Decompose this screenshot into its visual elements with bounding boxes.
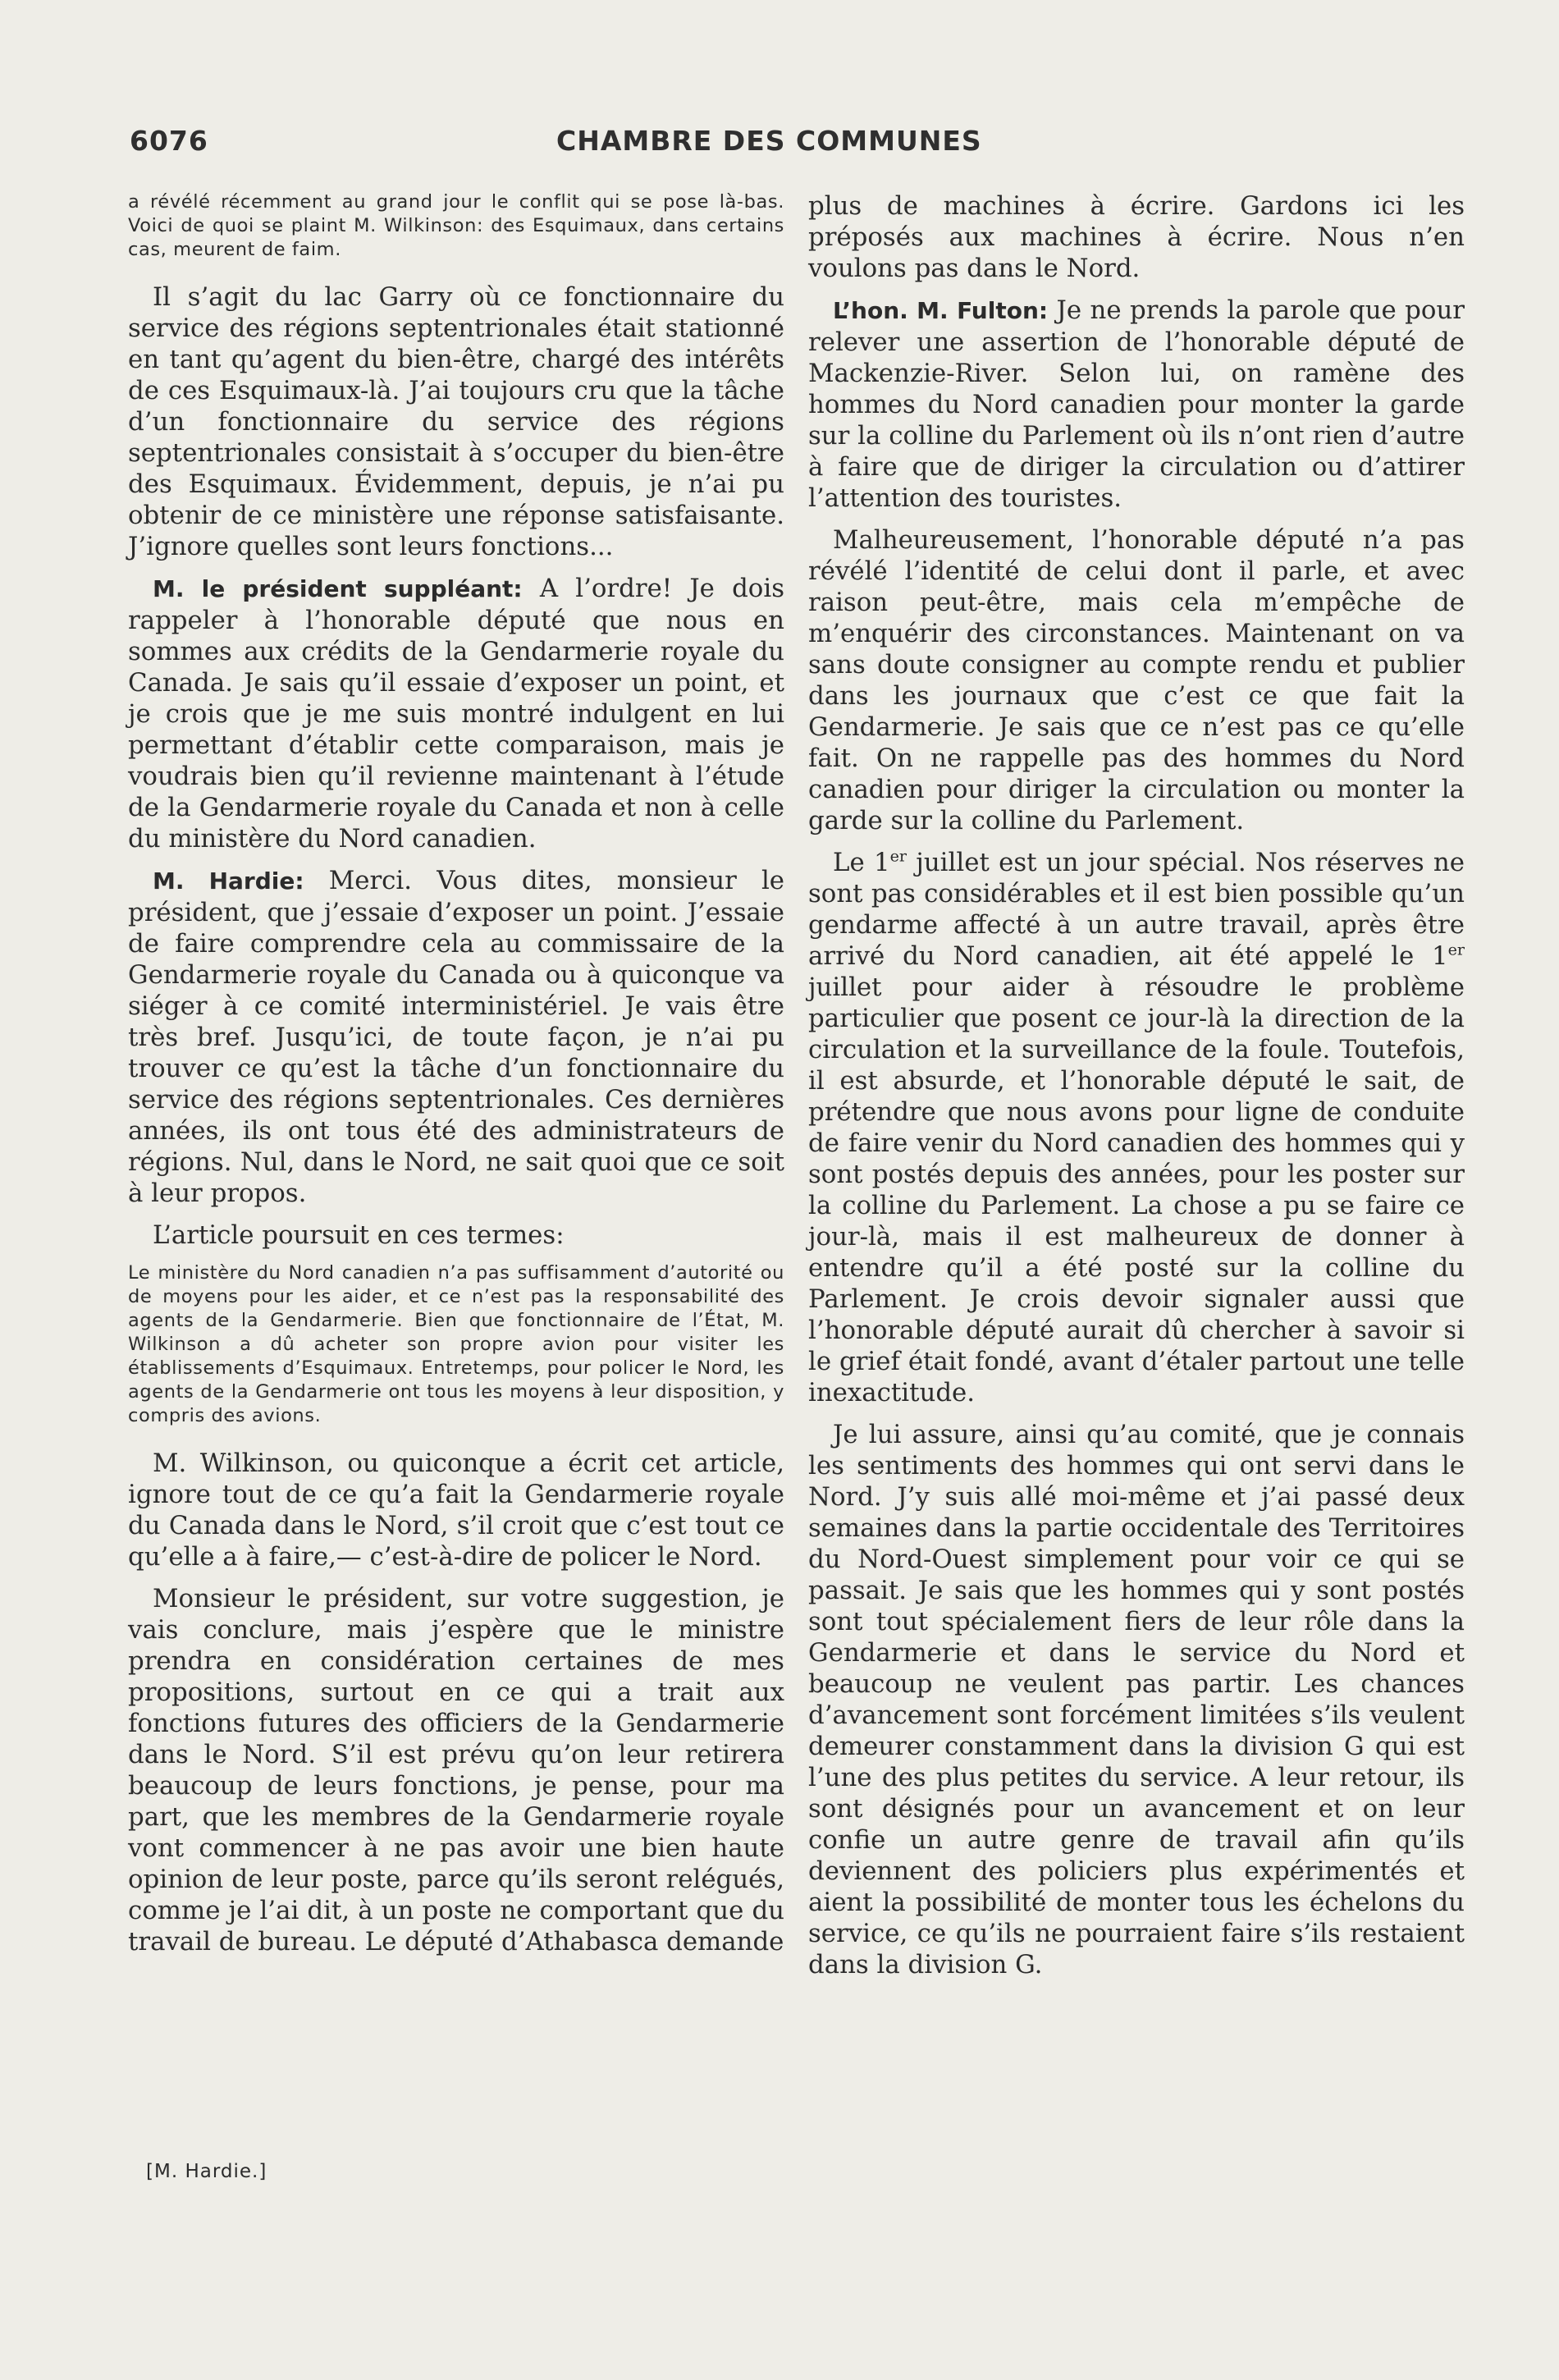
left-column bbox=[128, 190, 784, 1968]
speaker-footer-note: [M. Hardie.] bbox=[146, 2161, 267, 2182]
paragraph: Monsieur le président, sur votre suggestion, je vais conclure, mais j’espère que le ministre prendra en considération certaines de mes propositions, surtout en ce qui a trait aux fonctions futures des officiers de la Gendarmerie dans le Nord. S’il est prévu qu’on leur retirera beaucoup de leurs fonctions, je pense, pour ma part, que les membres de la Gendarmerie royale vont commencer à ne pas avoir une bien haute opinion de leur poste, parce qu’ils seront relégués, comme je l’ai dit, à un poste ne comportant que du travail de bureau. Le député d’Athabasca demande bbox=[128, 1584, 784, 1957]
quoted-passage: a révélé récemment au grand jour le conflit qui se pose là-bas. Voici de quoi se plaint M. Wilkinson: des Esquimaux, dans certains cas, meurent de faim. bbox=[128, 191, 784, 260]
paragraph: plus de machines à écrire. Gardons ici les préposés aux machines à écrire. Nous n’en voulons pas dans le Nord. bbox=[808, 191, 1465, 283]
paragraph: Il s’agit du lac Garry où ce fonctionnaire du service des régions septentrionales était stationné en tant qu’agent du bien-être, chargé des intérêts de ces Esquimaux-là. J’ai toujours cru que la tâche d’un fonctionnaire du service des régions septentrionales consistait à s’occuper du bien-être des Esquimaux. Évidemment, depuis, je n’ai pu obtenir de ce ministère une réponse satisfaisante. J’ignore quelles sont leurs fonctions... bbox=[128, 282, 784, 561]
running-title: CHAMBRE DES COMMUNES bbox=[556, 125, 982, 157]
paragraph: L’article poursuit en ces termes: bbox=[153, 1220, 565, 1250]
speech-text: Merci. Vous dites, monsieur le président, que j’essaie d’exposer un point. J’essaie de faire comprendre cela au commissaire de la Gendarmerie royale du Canada ou à quiconque va siéger à ce comité interministériel. Je vais être très bref. Jusqu’ici, de toute façon, je n’ai pu trouver ce qu’est la tâche d’un fonctionnaire du service des régions septentrionales. Ces dernières années, ils ont tous été des administrateurs de régions. Nul, dans le Nord, ne sait quoi que ce soit à leur propos. bbox=[128, 866, 785, 1208]
speech-text: A l’ordre! Je dois rappeler à l’honorable député que nous en sommes aux crédits de la Gendarmerie royale du Canada. Je sais qu’il essaie d’exposer un point, et je crois que je me suis montré indulgent en lui permettant d’établir cette comparaison, mais je voudrais bien qu’il revienne maintenant à l’étude de la Gendarmerie royale du Canada et non à celle du ministère du Nord canadien. bbox=[128, 574, 784, 854]
paragraph-first-of-july: Le 1er juillet est un jour spécial. Nos réserves ne sont pas considérables et il est bien possible qu’un gendarme affecté à un autre travail, après être arrivé du Nord canadien, ait été appelé le 1er juillet pour aider à résoudre le problème particulier que posent ce jour-là la direction de la circulation et la surveillance de la foule. Toutefois, il est absurde, et l’honorable député le sait, de prétendre que nous avons pour ligne de conduite de faire venir du Nord canadien des hommes qui y sont postés depuis des années, pour les poster sur la colline du Parlement. La chose a pu se faire ce jour-là, mais il est malheureux de donner à entendre qu’il a été posté sur la colline du Parlement. Je crois devoir signaler aussi que l’honorable député aurait dû chercher à savoir si le grief était fondé, avant d’étaler partout une telle inexactitude. bbox=[808, 846, 1465, 1407]
paragraph: M. Wilkinson, ou quiconque a écrit cet article, ignore tout de ce qu’a fait la Gendarmerie royale du Canada dans le Nord, s’il croit que c’est tout ce qu’elle a à faire,— c’est-à-dire de policer le Nord. bbox=[128, 1449, 784, 1572]
speaker-name: M. le président suppléant: bbox=[153, 575, 523, 602]
speech-paragraph bbox=[128, 865, 784, 1209]
paragraph: Malheureusement, l’honorable député n’a pas révélé l’identité de celui dont il parle, et avec raison peut-être, mais cela m’empêche de m’enquérir des circonstances. Maintenant on va sans doute consigner au compte rendu et publier dans les journaux que c’est ce que fait la Gendarmerie. Je sais que ce n’est pas ce qu’elle fait. On ne rappelle pas des hommes du Nord canadien pour diriger la circulation ou monter la garde sur la colline du Parlement. bbox=[808, 525, 1465, 835]
speaker-name: M. Hardie: bbox=[153, 867, 304, 895]
quoted-passage: Le ministère du Nord canadien n’a pas suffisamment d’autorité ou de moyens pour les aider, et ce n’est pas la responsabilité des agents de la Gendarmerie. Bien que fonctionnaire de l’État, M. Wilkinson a dû acheter son propre avion pour visiter les établissements d’Esquimaux. Entretemps, pour policer le Nord, les agents de la Gendarmerie ont tous les moyens à leur disposition, y compris des avions. bbox=[128, 1262, 784, 1426]
speech-paragraph bbox=[128, 573, 784, 854]
right-column bbox=[808, 190, 1465, 1991]
speaker-name: L’hon. M. Fulton: bbox=[833, 297, 1049, 324]
speech-text: Je ne prends la parole que pour relever une assertion de l’honorable député de Mackenzie-River. Selon lui, on ramène des hommes du Nord canadien pour monter la garde sur la colline du Parlement où ils n’ont rien d’autre à faire que de diriger la circulation ou d’attirer l’attention des touristes. bbox=[808, 295, 1465, 513]
page-number: 6076 bbox=[130, 125, 208, 157]
speech-paragraph bbox=[808, 295, 1465, 514]
paragraph: Je lui assure, ainsi qu’au comité, que je connais les sentiments des hommes qui ont servi dans le Nord. J’y suis allé moi-même et j’ai passé deux semaines dans la partie occidentale des Territoires du Nord-Ouest simplement pour voir ce qui se passait. Je sais que les hommes qui y sont postés sont tout spécialement fiers de leur rôle dans la Gendarmerie et dans le service du Nord et beaucoup ne veulent pas partir. Les chances d’avancement sont forcément limitées s’ils veulent demeurer constamment dans la division G qui est l’une des plus petites du service. A leur retour, ils sont désignés pour un avancement et on leur confie un autre genre de travail afin qu’ils deviennent des policiers plus expérimentés et aient la possibilité de monter tous les échelons du service, ce qu’ils ne pourraient faire s’ils restaient dans la division G. bbox=[808, 1420, 1465, 1980]
